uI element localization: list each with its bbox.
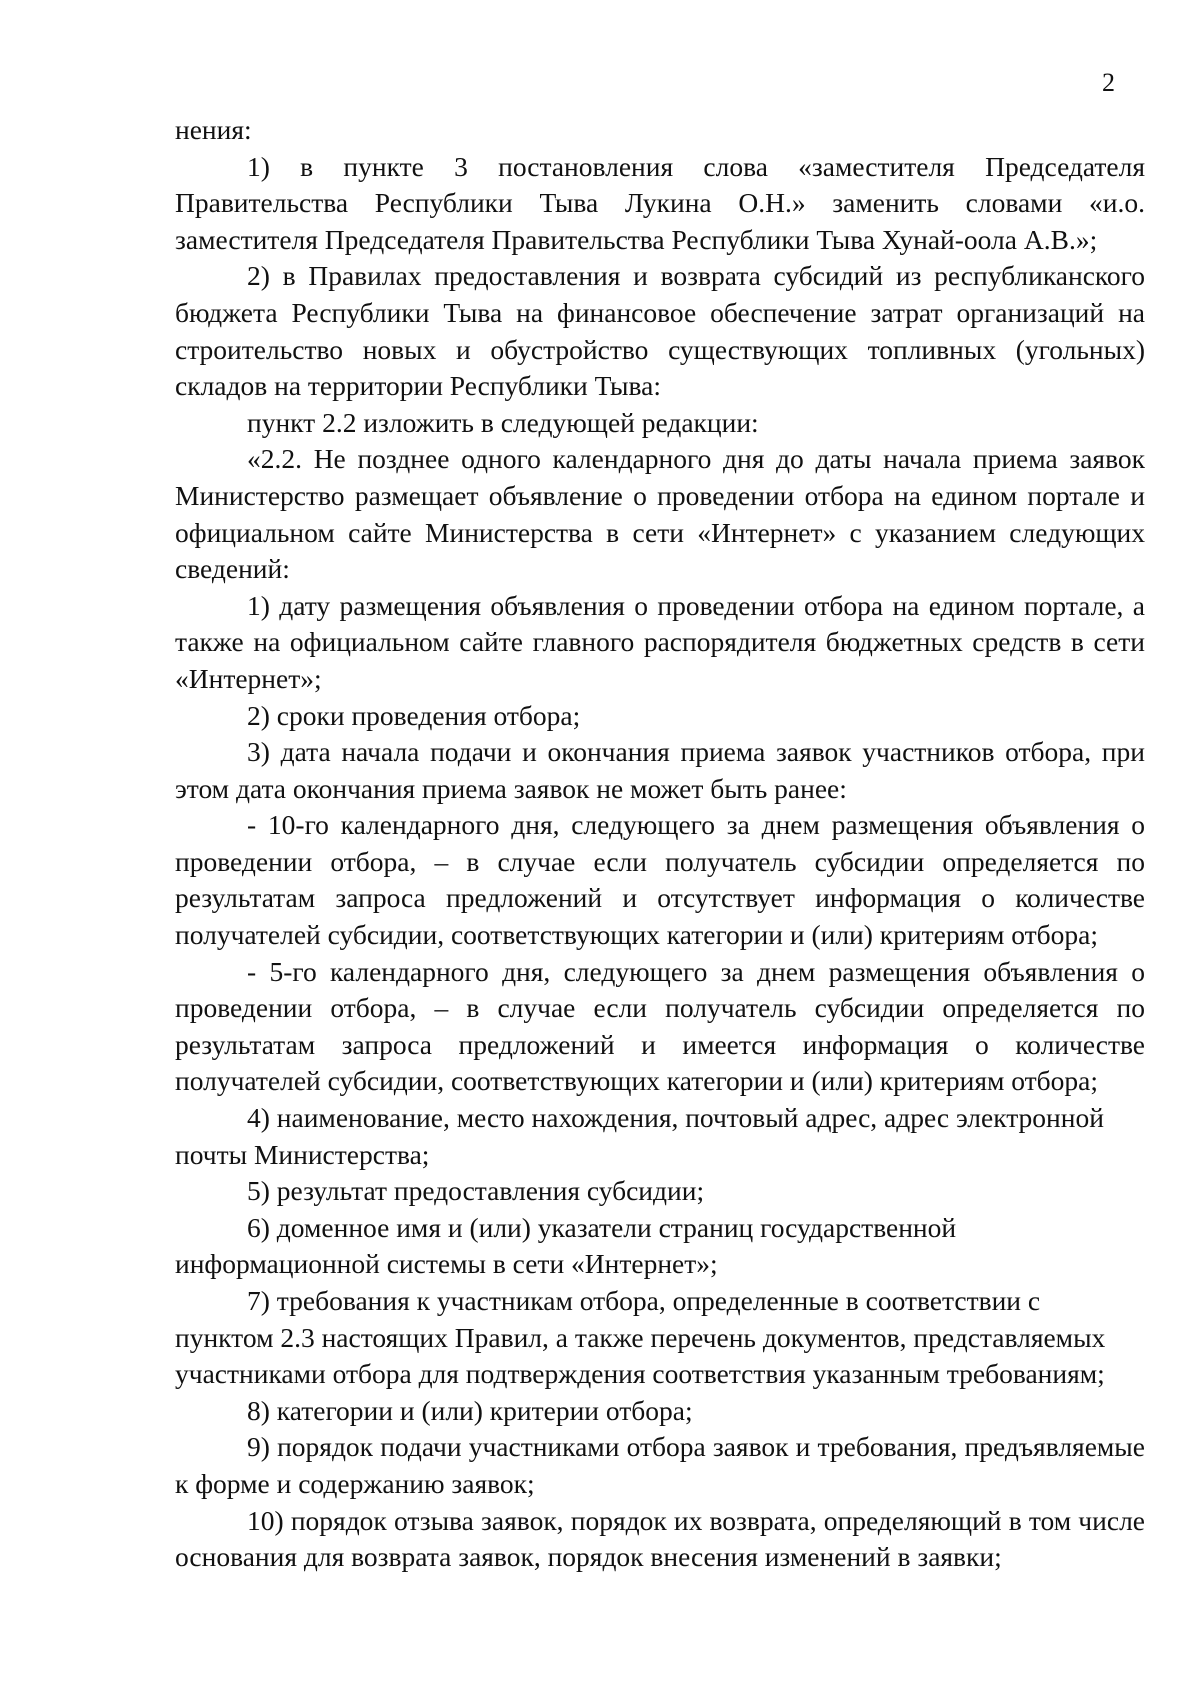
list-item-2: 2) сроки проведения отбора; bbox=[247, 699, 581, 731]
list-item-5: 5) результат предоставления субсидии; bbox=[247, 1175, 705, 1207]
list-item-4: 4) наименование, место нахождения, почтовый адрес, адрес электронной почты Министерства; bbox=[175, 1102, 1104, 1170]
paragraph-item-1-resolution: 1) в пункте 3 постановления слова «заместителя Председателя Правительства Республики Тыва Лукина О.Н.» заменить словами «и.о. заместителя Председателя Правительства Республики Тыва Хунай-оола А.В.»; bbox=[175, 150, 1145, 255]
document-body bbox=[175, 112, 1145, 1576]
list-item-8: 8) категории и (или) критерии отбора; bbox=[247, 1394, 693, 1426]
list-subitem-10-day: - 10-го календарного дня, следующего за днем размещения объявления о проведении отбора, – в случае если получатель субсидии определяется по результатам запроса предложений и отсутствует информация о количестве получателей субсидии, соответствующих категории и (или) критериям отбора; bbox=[175, 809, 1145, 951]
list-subitem-5-day: - 5-го календарного дня, следующего за днем размещения объявления о проведении отбора, – в случае если получатель субсидии определяется по результатам запроса предложений и имеется информация о количестве получателей субсидии, соответствующих категории и (или) критериям отбора; bbox=[175, 955, 1145, 1097]
paragraph-item-2-rules: 2) в Правилах предоставления и возврата субсидий из республиканского бюджета Республики Тыва на финансовое обеспечение затрат организаций на строительство новых и обустройство существующих топливных (угольных) складов на территории Республики Тыва: bbox=[175, 260, 1145, 402]
list-item-9: 9) порядок подачи участниками отбора заявок и требования, предъявляемые к форме и содержанию заявок; bbox=[175, 1431, 1145, 1499]
list-item-10: 10) порядок отзыва заявок, порядок их возврата, определяющий в том числе основания для возврата заявок, порядок внесения изменений в заявки; bbox=[175, 1504, 1145, 1573]
paragraph-clause-2-2-intro: пункт 2.2 изложить в следующей редакции: bbox=[247, 406, 759, 438]
page-number: 2 bbox=[1102, 68, 1115, 97]
list-item-1: 1) дату размещения объявления о проведении отбора на едином портале, а также на официальном сайте главного распорядителя бюджетных средств в сети «Интернет»; bbox=[175, 589, 1145, 694]
list-item-6: 6) доменное имя и (или) указатели страниц государственной информационной системы в сети «Интернет»; bbox=[175, 1211, 957, 1280]
paragraph-continuation: нения: bbox=[175, 114, 252, 145]
paragraph-clause-2-2: «2.2. Не позднее одного календарного дня до даты начала приема заявок Министерство размещает объявление о проведении отбора на едином портале и официальном сайте Министерства в сети «Интернет» с указанием следующих сведений: bbox=[175, 443, 1145, 585]
list-item-7: 7) требования к участникам отбора, определенные в соответствии с пунктом 2.3 настоящих Правил, а также перечень документов, представляемых участниками отбора для подтверждения соответствия указанным требованиям; bbox=[175, 1285, 1106, 1390]
list-item-3: 3) дата начала подачи и окончания приема заявок участников отбора, при этом дата окончания приема заявок не может быть ранее: bbox=[175, 736, 1145, 804]
